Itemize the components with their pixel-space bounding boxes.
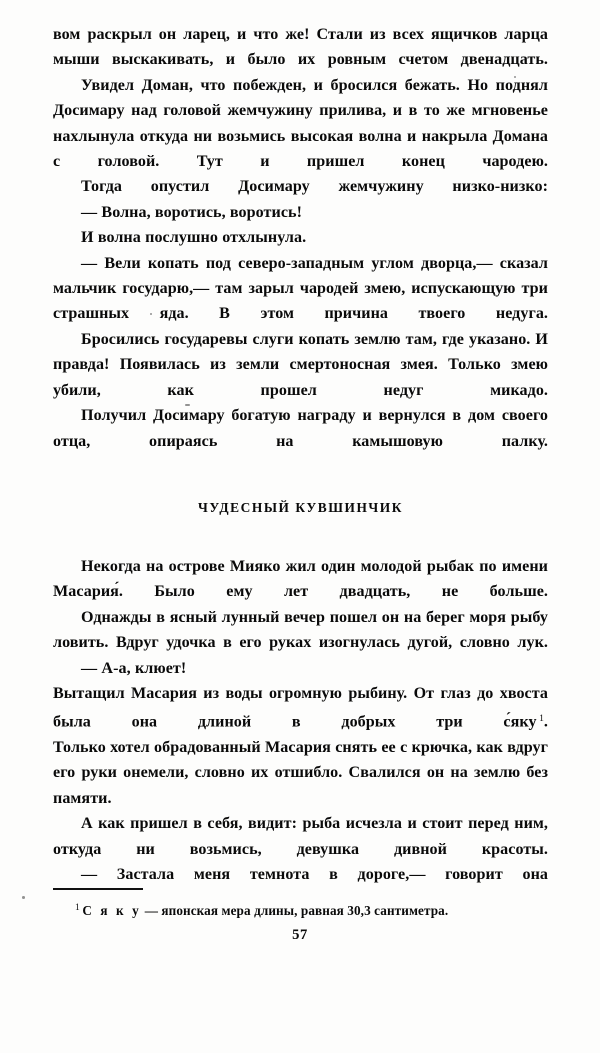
paragraph: Бросились государевы слуги копать землю там, где указано. И правда! Появилась из земли смертоносная змея. Только змею убили, как прошел недуг микадо. xyxy=(53,330,548,399)
paragraph: И волна послушно отхлынула. xyxy=(81,229,307,247)
footnote-area xyxy=(53,888,548,920)
page-number: 57 xyxy=(292,927,308,943)
footnote-separator-rule xyxy=(53,888,143,890)
paragraph: Увидел Доман, что побежден, и бросился бежать. Но поднял Досимару над головой жемчужину прилива, и в то же мгновенье нахлынула откуда ни возьмись высокая волна и накрыла Домана с головой. Тут и пришел конец чародею. xyxy=(53,76,548,171)
paragraph: А как пришел в себя, видит: рыба исчезла и стоит перед ним, откуда ни возьмись, девушка дивной красоты. xyxy=(53,815,548,858)
paragraph-text-before-footnote: Вытащил Масария из воды огромную рыбину. От глаз до хвоста была она длиной в добрых три с́яку xyxy=(53,684,548,731)
footnote-body: — японская мера длины, равная 30,3 сантиметра. xyxy=(144,902,449,918)
footnote-reference-marker[interactable]: 1 xyxy=(539,713,544,725)
paragraph: вом раскрыл он ларец, и что же! Стали из всех ящичков ларца мыши выскакивать, и было их ровным счетом двенадцать. xyxy=(53,26,548,69)
paragraph: Тогда опустил Досимару жемчужину низко-низко: xyxy=(81,178,548,196)
dialogue-line: — А-а, клюет! xyxy=(81,659,187,677)
footnote-marker: 1 xyxy=(75,903,80,913)
dialogue-line: — Застала меня темнота в дороге,— говорит она xyxy=(81,866,548,884)
dialogue-line: — Вели копать под северо-западным углом дворца,— сказал мальчик государю,— там зарыл чародей змею, испускающую три страшных яда. В этом причина твоего недуга. xyxy=(53,254,548,323)
paragraph: Некогда на острове Мияко жил один молодой рыбак по имени Масария́. Было ему лет двадцать, не больше. xyxy=(53,557,548,601)
paragraph: Получил Досимару богатую награду и вернулся в дом своего отца, опираясь на камышовую палку. xyxy=(53,407,548,450)
paragraph-text-after-footnote: . xyxy=(543,713,548,731)
footnote-term: С я к у xyxy=(82,902,142,918)
section-heading: ЧУДЕСНЫЙ КУВШИНЧИК xyxy=(197,499,404,515)
paragraph: Только хотел обрадованный Масария снять ее с крючка, как вдруг его руки онемели, словно их отшибло. Свалился он на землю без памяти. xyxy=(53,739,548,807)
paragraph-with-footnote xyxy=(53,681,548,735)
dialogue-line: — Волна, воротись, воротись! xyxy=(81,203,302,221)
text-block xyxy=(53,22,548,887)
scan-speck xyxy=(22,896,25,899)
paragraph: Однажды в ясный лунный вечер пошел он на берег моря рыбу ловить. Вдруг удочка в его руках изогнулась дугой, словно лук. xyxy=(53,608,548,652)
footnote-text xyxy=(53,899,548,920)
